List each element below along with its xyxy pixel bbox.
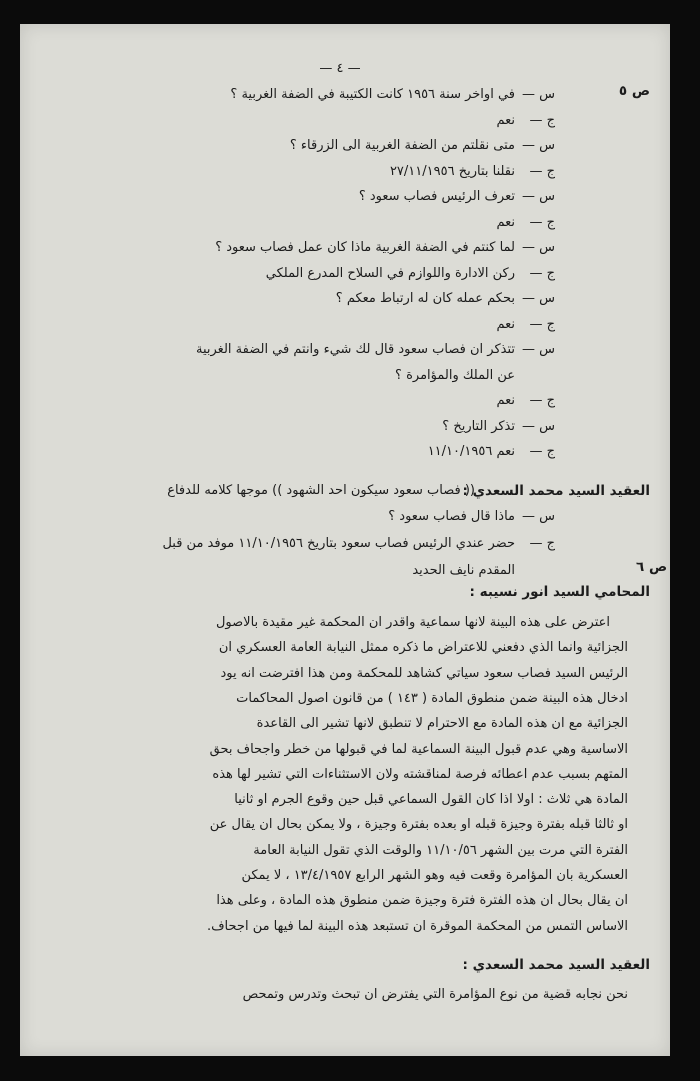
qa-line (496, 112, 555, 130)
qa-text: نعم (496, 112, 515, 128)
qa-line (359, 188, 555, 206)
paragraph-line: الجزائية وانما الذي دفعني للاعتراض ما ذكره ممثل النيابة العامة العسكري ان (218, 640, 628, 656)
qa-marker: ج — (529, 393, 555, 408)
qa-marker: س — (521, 189, 555, 204)
qa-text: لما كنتم في الضفة الغربية ماذا كان عمل فصاب سعود ؟ (215, 240, 515, 255)
qa-text: نعم (496, 316, 515, 332)
qa-marker: ج — (529, 163, 555, 179)
qa-line (428, 443, 555, 461)
paragraph-line: الاساسية وهي عدم قبول البينة السماعية لما في قبولها من خطر واجحاف بحق (209, 741, 628, 757)
margin-label-p6: ص ٦ (636, 559, 668, 575)
qa-text: حضر عندي الرئيس فصاب سعود بتاريخ ١١/١٠/١٩٥٦ موفد من قبل (162, 536, 515, 551)
qa-line (395, 367, 555, 385)
qa-marker: ج — (529, 444, 555, 459)
qa-text: نعم (496, 214, 515, 230)
speaker-colonel-2: العقيد السيد محمد السعدي : (462, 957, 650, 973)
margin-label-p5: ص ٥ (618, 83, 650, 99)
paragraph-line: ان يقال بحال ان هذه الفترة فترة وجيزة ضمن منطوق هذه المادة ، وعلى هذا (216, 893, 628, 909)
qa-marker: س — (521, 291, 555, 306)
qa-text: في اواخر سنة ١٩٥٦ كانت الكتيبة في الضفة الغربية ؟ (230, 87, 515, 102)
paragraph-line: ادخال هذه البينة ضمن منطوق المادة ( ١٤٣ ) من قانون اصول المحاكمات (236, 690, 628, 706)
qa-text: نقلنا بتاريخ ٢٧/١١/١٩٥٦ (389, 163, 515, 179)
qa2-line (162, 535, 555, 553)
paragraph-line: الفترة التي مرت بين الشهر ١١/١٠/٥٦ والوقت الذي تقول النيابة العامة (253, 842, 628, 858)
qa-line (230, 86, 555, 104)
qa-text: عن الملك والمؤامرة ؟ (395, 367, 515, 383)
qa-line (290, 137, 555, 155)
paragraph-line: العسكرية بان المؤامرة وقعت فيه وهو الشهر الرابع ١٣/٤/١٩٥٧ ، لا يمكن (241, 868, 628, 883)
paragraph-line: المتهم بسبب عدم اعطائه فرصة لمناقشته ولان الاستثناءات التي تشير لها هذه (212, 766, 628, 782)
qa-marker: ج — (529, 265, 555, 281)
qa-marker: س — (521, 240, 555, 255)
qa-text: بحكم عمله كان له ارتباط معكم ؟ (335, 291, 515, 306)
paragraph-line: الجزائية مع ان هذه المادة مع الاحترام لا تنطبق لانها تشير الى القاعدة (256, 716, 628, 732)
paragraph-line: المادة هي ثلاث : اولا اذا كان القول السماعي قبل حين وقوع الجرم او ثانيا (234, 792, 628, 808)
qa-text: متى نقلتم من الضفة الغربية الى الزرقاء ؟ (289, 138, 515, 153)
qa-text: نعم ١١/١٠/١٩٥٦ (427, 444, 515, 459)
paragraph-line: الرئيس السيد فصاب سعود سياتي كشاهد للمحكمة ومن هذا افترضت انه يود (220, 665, 628, 681)
qa-line (196, 341, 555, 359)
qa2-line (412, 562, 555, 580)
qa-text: ماذا قال فصاب سعود ؟ (388, 509, 515, 524)
paragraph-line: الاساس التمس من المحكمة الموقرة ان تستبعد هذه البينة لما فيها من اجحاف. (206, 918, 628, 934)
qa-text: ركن الادارة واللوازم في السلاح المدرع الملكي (265, 265, 515, 281)
qa-line (442, 418, 555, 436)
speaker-colonel: العقيد السيد محمد السعدي : (462, 483, 650, 499)
paragraph-line: اعترض على هذه البينة لانها سماعية واقدر ان المحكمة غير مقيدة بالاصول (215, 615, 610, 630)
qa-marker: س — (521, 342, 555, 357)
qa-line (336, 290, 555, 308)
qa-marker: س — (521, 418, 555, 434)
qa-marker: ج — (529, 112, 555, 128)
qa-text: تذكر التاريخ ؟ (442, 418, 515, 434)
qa-text: المقدم نايف الحديد (412, 563, 515, 578)
qa-line (215, 239, 555, 257)
qa-line (390, 163, 555, 181)
qa-marker: س — (521, 87, 555, 102)
qa-text: نعم (496, 393, 515, 408)
final-line: نحن نجابه قضية من نوع المؤامرة التي يفترض ان تبحث وتدرس وتمحص (242, 987, 628, 1002)
qa-line (266, 265, 555, 283)
colonel-statement: (( فصاب سعود سيكون احد الشهود )) موجها كلامه للدفاع (167, 483, 475, 498)
qa-text: تعرف الرئيس فصاب سعود ؟ (358, 189, 515, 204)
qa-marker: ج — (529, 214, 555, 230)
qa-line (496, 214, 555, 232)
qa-marker: ج — (529, 536, 555, 551)
qa2-line (388, 508, 555, 526)
qa-marker: س — (521, 509, 555, 524)
qa-line (496, 316, 555, 334)
paragraph-line: او ثالثا قبله بفترة وجيزة قبله او بعده بفترة وجيزة ، ولا يمكن بحال ان يقال عن (209, 817, 628, 833)
qa-line (496, 392, 555, 410)
speaker-lawyer: المحامي السيد انور نسيبه : (469, 584, 650, 600)
qa-marker: س — (521, 138, 555, 153)
qa-marker: ج — (529, 316, 555, 332)
page-number: — ٤ — (319, 61, 361, 76)
qa-text: تتذكر ان فصاب سعود قال لك شيء وانتم في الضفة الغربية (196, 342, 515, 357)
